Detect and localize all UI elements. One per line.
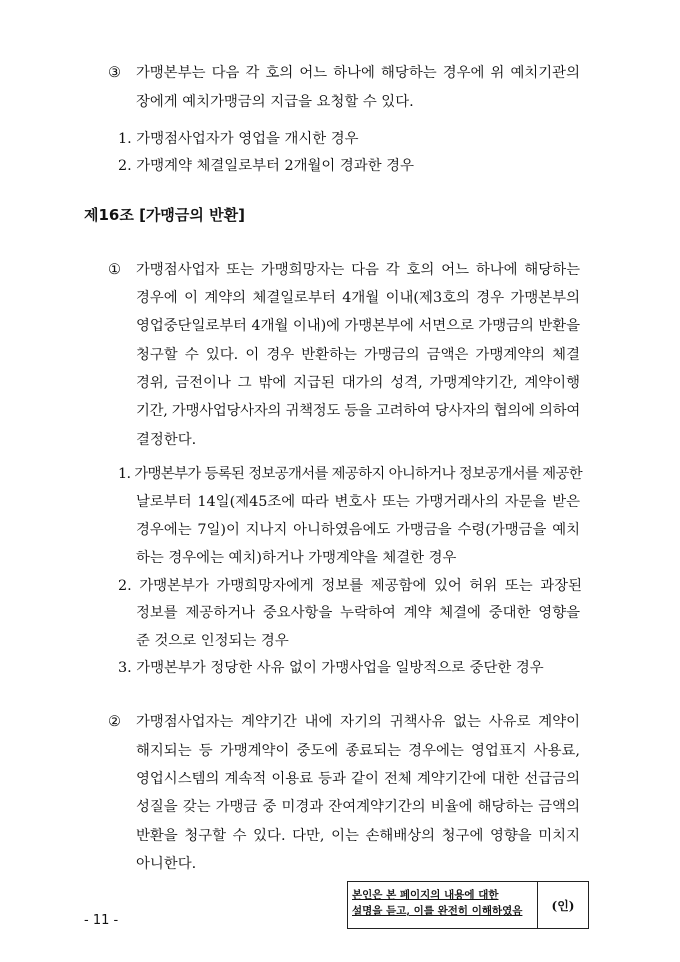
item-2-line-1: 2. 가맹본부가 가맹희망자에게 정보를 제공함에 있어 허위 또는 과장된 (118, 578, 582, 594)
para-2-line-4: 성질을 갖는 가맹금 중 미경과 잔여계약기간의 비율에 해당하는 금액의 (136, 799, 580, 815)
item-2-line-3: 준 것으로 인정되는 경우 (136, 633, 289, 649)
para-2-line-6: 아니한다. (136, 856, 197, 872)
item-1-line-1: 1. 가맹본부가 등록된 정보공개서를 제공하지 아니하거나 정보공개서를 제공한 (118, 466, 582, 482)
para-1-line-2: 경우에 이 계약의 체결일로부터 4개월 이내(제3호의 경우 가맹본부의 (136, 290, 580, 306)
para-2-line-2: 해지되는 등 가맹계약이 중도에 종료되는 경우에는 영업표지 사용료, (136, 743, 580, 759)
para-2-line-5: 반환을 청구할 수 있다. 다만, 이는 손해배상의 청구에 영향을 미치지 (136, 828, 580, 844)
clause-3-item-2: 2. 가맹계약 체결일로부터 2개월이 경과한 경우 (118, 158, 414, 174)
item-1-line-2: 날로부터 14일(제45조에 따라 변호사 또는 가맹거래사의 자문을 받은 (136, 494, 580, 510)
para-1-line-1: 가맹점사업자 또는 가맹희망자는 다음 각 호의 어느 하나에 해당하는 (136, 262, 580, 278)
para-1-line-4: 청구할 수 있다. 이 경우 반환하는 가맹금의 금액은 가맹계약의 체결 (136, 347, 580, 363)
confirmation-line-2: 설명을 듣고, 이를 완전히 이해하였음 (352, 905, 523, 917)
para-1-marker: ① (108, 262, 121, 278)
item-3-line-1: 3. 가맹본부가 정당한 사유 없이 가맹사업을 일방적으로 중단한 경우 (118, 660, 544, 676)
confirmation-line-1: 본인은 본 페이지의 내용에 대한 (352, 889, 499, 901)
clause-3-line-1: 가맹본부는 다음 각 호의 어느 하나에 해당하는 경우에 위 예치기관의 (136, 65, 580, 81)
item-1-line-4: 하는 경우에는 예치)하거나 가맹계약을 체결한 경우 (136, 550, 457, 566)
item-1-line-3: 경우에는 7일)이 지나지 아니하였음에도 가맹금을 수령(가맹금을 예치 (136, 522, 580, 538)
clause-3-marker: ③ (108, 65, 121, 81)
seal-field[interactable]: (인) (551, 898, 575, 913)
para-1-line-7: 결정한다. (136, 432, 197, 448)
para-1-line-5: 경위, 금전이나 그 밖에 지급된 대가의 성격, 가맹계약기간, 계약이행 (136, 375, 580, 391)
confirmation-statement (348, 882, 538, 928)
clause-3-line-2: 장에게 예치가맹금의 지급을 요청할 수 있다. (136, 94, 414, 110)
para-1-line-3: 영업중단일로부터 4개월 이내)에 가맹본부에 서면으로 가맹금의 반환을 (136, 318, 580, 334)
para-1-line-6: 기간, 가맹사업당사자의 귀책정도 등을 고려하여 당사자의 협의에 의하여 (136, 403, 580, 419)
clause-3-item-1: 1. 가맹점사업자가 영업을 개시한 경우 (118, 131, 359, 147)
para-2-marker: ② (108, 714, 121, 730)
para-2-line-1: 가맹점사업자는 계약기간 내에 자기의 귀책사유 없는 사유로 계약이 (136, 714, 580, 730)
item-2-line-2: 정보를 제공하거나 중요사항을 누락하여 계약 체결에 중대한 영향을 (136, 605, 580, 621)
article-16-title: 제16조 [가맹금의 반환] (84, 206, 245, 224)
confirmation-box (347, 881, 589, 929)
para-2-line-3: 영업시스템의 계속적 이용료 등과 같이 전체 계약기간에 대한 선급금의 (136, 771, 580, 787)
page-number: - 11 - (84, 913, 119, 928)
